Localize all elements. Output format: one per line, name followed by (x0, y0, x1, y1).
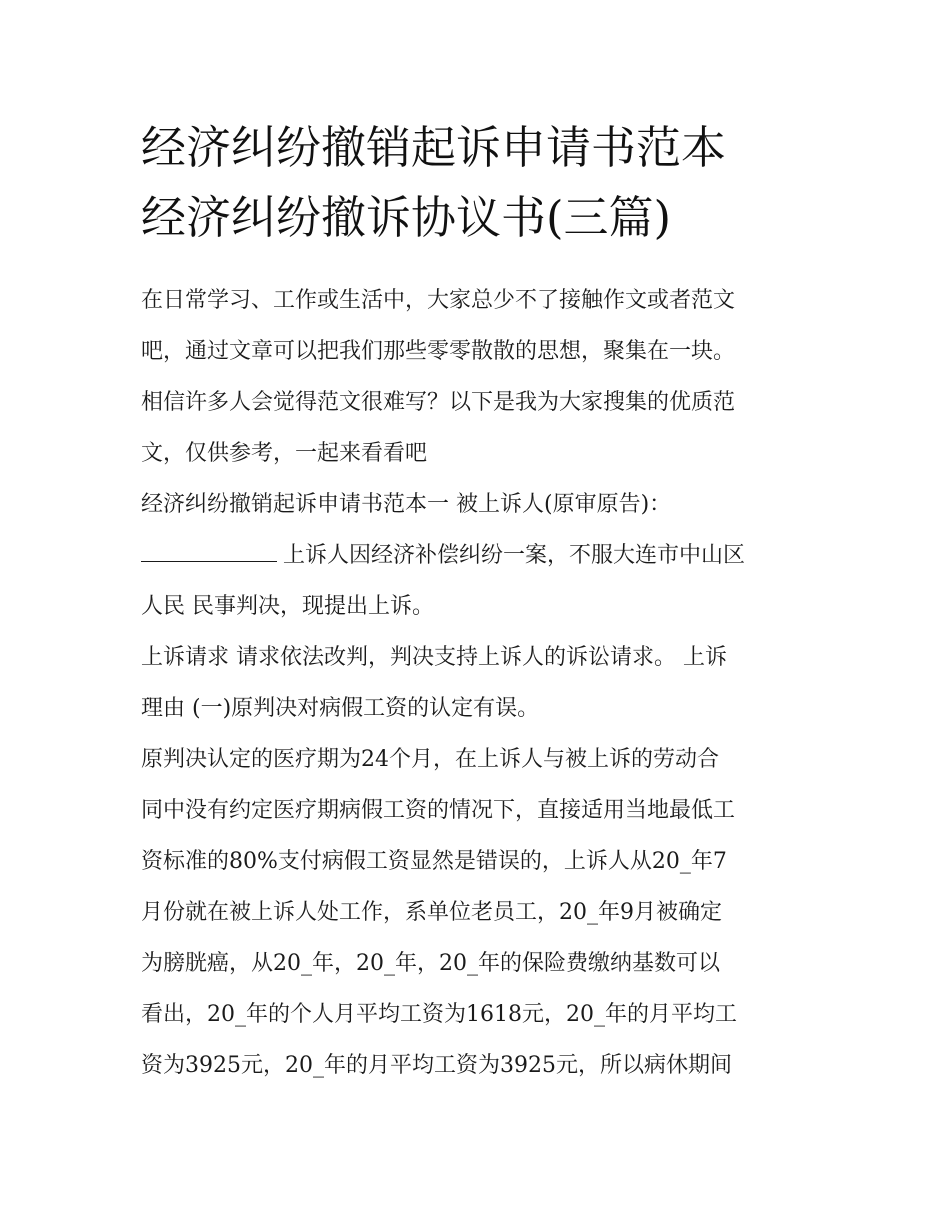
text-line: 吧，通过文章可以把我们那些零零散散的思想，聚集在一块。 (141, 339, 736, 364)
text-line: 资为3925元，20_年的月平均工资为3925元，所以病休期间 (141, 1053, 732, 1078)
judgment-paragraph (141, 739, 821, 1096)
text-line: 文，仅供参考，一起来看看吧 (141, 441, 428, 466)
text-line: 相信许多人会觉得范文很难写？以下是我为大家搜集的优质范 (141, 390, 736, 415)
blank-underline (141, 539, 277, 562)
text-line (141, 535, 821, 586)
document-body (141, 280, 821, 1096)
text-line: 人民 民事判决，现提出上诉。 (141, 594, 434, 619)
sample-header-paragraph (141, 484, 821, 637)
text-line: 同中没有约定医疗期病假工资的情况下，直接适用当地最低工 (141, 798, 736, 823)
text-line: 在日常学习、工作或生活中，大家总少不了接触作文或者范文 (141, 288, 736, 313)
text-line: 资标准的80%支付病假工资显然是错误的，上诉人从20_年7 (141, 849, 727, 874)
text-line: 月份就在被上诉人处工作，系单位老员工，20_年9月被确定 (141, 900, 722, 925)
document-title (141, 113, 841, 253)
text-line: 原判决认定的医疗期为24个月，在上诉人与被上诉的劳动合 (141, 747, 719, 772)
intro-paragraph (141, 280, 821, 484)
title-line-2: 经济纠纷撤诉协议书(三篇) (141, 191, 672, 244)
title-line-1: 经济纠纷撤销起诉申请书范本 (141, 121, 727, 174)
text-line: 经济纠纷撤销起诉申请书范本一 被上诉人(原审原告)： (141, 492, 672, 517)
text-line: 理由 (一)原判决对病假工资的认定有误。 (141, 696, 540, 721)
text-line: 为膀胱癌，从20_年，20_年，20_年的保险费缴纳基数可以 (141, 951, 720, 976)
text-line: 上诉请求 请求依法改判，判决支持上诉人的诉讼请求。 上诉 (141, 645, 727, 670)
text-line-content: 上诉人因经济补偿纠纷一案，不服大连市中山区 (283, 543, 746, 568)
text-line: 看出，20_年的个人月平均工资为1618元，20_年的月平均工 (141, 1002, 737, 1027)
appeal-request-paragraph (141, 637, 821, 739)
